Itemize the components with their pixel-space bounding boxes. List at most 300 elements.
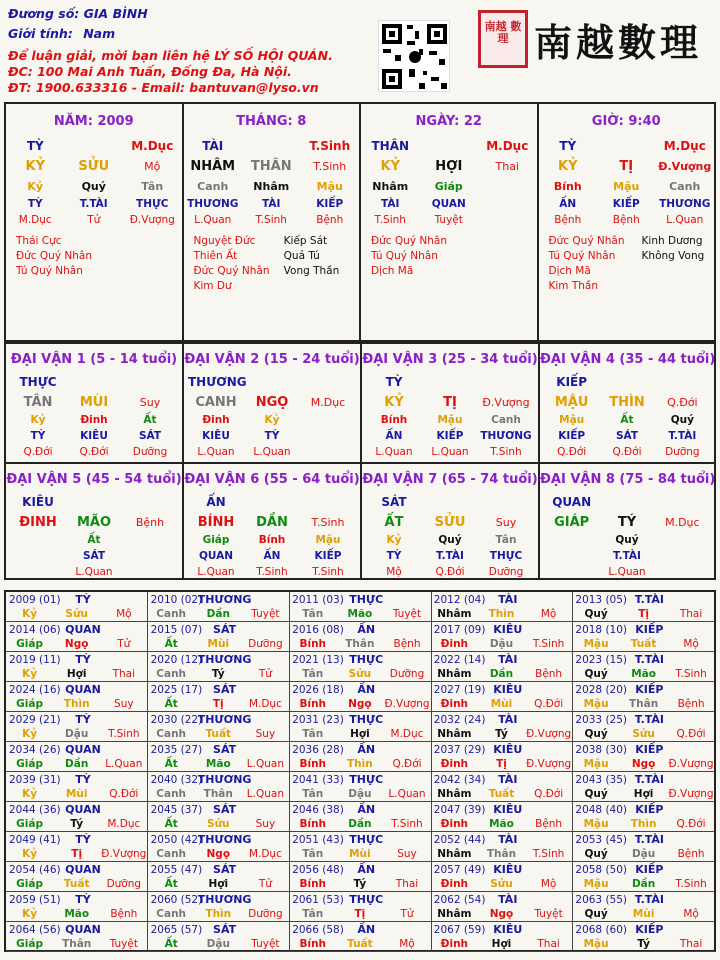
hidden-star: KIẾP <box>436 430 464 442</box>
year-phase: Tuyệt <box>392 608 422 620</box>
year-label: 2066 (58) <box>292 924 344 936</box>
year-stem: Đinh <box>440 698 469 710</box>
hidden-phase: L.Quan <box>75 566 113 578</box>
luck-branch: TÝ <box>617 514 637 530</box>
year-label: 2051 (43) <box>292 834 344 846</box>
year-phase: Dưỡng <box>248 908 283 920</box>
year-star: KIẾP <box>635 863 664 876</box>
year-star: TÀI <box>498 653 518 666</box>
year-label: 2022 (14) <box>433 654 486 666</box>
year-star: SÁT <box>213 623 237 636</box>
year-phase: Tử <box>258 878 272 890</box>
year-phase: Bệnh <box>677 698 705 710</box>
year-stem: Giáp <box>16 878 43 890</box>
year-branch: Dậu <box>65 728 89 740</box>
year-label: 2024 (16) <box>9 684 61 696</box>
year-stem: Ất <box>164 758 178 770</box>
hidden-star: THƯƠNG <box>187 198 239 210</box>
year-cell <box>6 682 148 712</box>
year-phase: L.Quan <box>105 758 143 770</box>
hidden-stem: Mậu <box>613 179 640 193</box>
year-branch: Mùi <box>632 908 655 920</box>
year-cell <box>572 832 714 862</box>
hidden-star: SÁT <box>82 550 106 562</box>
year-star: T.TÀI <box>634 893 665 906</box>
year-phase: Suy <box>114 698 134 710</box>
luck-pillar-title: ĐẠI VẬN 2 (15 - 24 tuổi) <box>184 352 360 367</box>
year-label: 2014 (06) <box>9 624 61 636</box>
year-cell <box>431 622 573 652</box>
luck-stem: ẤT <box>384 514 404 530</box>
year-cell <box>431 712 573 742</box>
year-cell <box>431 862 573 892</box>
year-phase: Thai <box>537 938 560 950</box>
pillar-star: TỲ <box>559 139 577 153</box>
hidden-phase: Q.Đới <box>435 566 465 578</box>
luck-pillar-6 <box>182 462 362 580</box>
year-stem: Kỷ <box>22 848 38 860</box>
year-phase: Bệnh <box>110 908 138 920</box>
year-star: THƯƠNG <box>197 893 252 906</box>
year-phase: T.Sinh <box>675 668 707 680</box>
luck-stem: GIÁP <box>554 514 590 530</box>
hidden-stem: Ất <box>620 414 634 426</box>
hidden-phase: Đ.Vượng <box>129 214 175 226</box>
phone-email-line[interactable]: ĐT: 1900.633316 - Email: bantuvan@lyso.vn <box>8 80 319 95</box>
hidden-star: KIẾP <box>558 430 586 442</box>
year-label: 2018 (10) <box>575 624 628 636</box>
year-star: KIÊU <box>493 683 523 696</box>
year-star: TÀI <box>498 833 518 846</box>
year-stem: Bính <box>299 938 327 950</box>
year-stem: Giáp <box>16 938 43 950</box>
year-stem: Mậu <box>583 878 609 890</box>
year-label: 2048 (40) <box>575 804 628 816</box>
luck-stem: BÍNH <box>197 514 235 530</box>
year-star: THƯƠNG <box>197 593 252 606</box>
year-branch: Hợi <box>491 938 512 950</box>
year-star: THỰC <box>349 893 384 906</box>
year-star: TỲ <box>75 833 91 846</box>
address-line: ĐC: 100 Mai Anh Tuấn, Đống Đa, Hà Nội. <box>8 64 292 79</box>
hidden-star: KIẾP <box>316 198 344 210</box>
year-label: 2043 (35) <box>575 774 628 786</box>
year-label: 2027 (19) <box>433 684 486 696</box>
year-branch: Hợi <box>633 788 654 800</box>
year-phase: L.Quan <box>246 788 284 800</box>
hidden-star: KIẾP <box>612 198 640 210</box>
heavenly-stem: NHÂM <box>190 158 236 174</box>
year-label: 2025 (17) <box>150 684 203 696</box>
year-phase: Bệnh <box>535 668 563 680</box>
year-star: TỲ <box>75 713 91 726</box>
earthly-branch: TỊ <box>619 158 634 174</box>
heavenly-stem: KỶ <box>380 158 400 174</box>
year-cell <box>289 772 431 802</box>
year-label: 2060 (52) <box>150 894 203 906</box>
luck-stem: CANH <box>195 394 237 410</box>
hidden-phase: Dưỡng <box>132 446 168 458</box>
year-cell <box>6 892 148 922</box>
year-phase: Tuyệt <box>109 938 138 950</box>
hidden-star: QUAN <box>198 550 234 562</box>
year-stem: Mậu <box>583 698 609 710</box>
hidden-phase: Q.Đới <box>79 446 109 458</box>
year-cell <box>6 772 148 802</box>
year-stem: Kỷ <box>22 788 38 800</box>
year-stem: Canh <box>156 728 187 740</box>
hidden-stem: Mậu <box>316 179 343 193</box>
year-label: 2049 (41) <box>9 834 61 846</box>
year-cell <box>572 622 714 652</box>
hidden-stem: Kỷ <box>264 414 280 426</box>
hidden-stem: Nhâm <box>372 179 409 193</box>
year-stem: Canh <box>156 608 187 620</box>
year-cell <box>148 922 290 952</box>
year-label: 2040 (32) <box>150 774 203 786</box>
year-label: 2021 (13) <box>292 654 344 666</box>
year-stem: Tân <box>302 788 324 800</box>
earthly-branch: THÂN <box>250 158 292 174</box>
year-star: TỲ <box>75 593 91 606</box>
hidden-star: ẤN <box>263 550 281 562</box>
year-cell <box>572 742 714 772</box>
year-star: ẤN <box>357 923 376 936</box>
qr-code-icon[interactable] <box>378 20 450 92</box>
year-phase: Bệnh <box>535 818 563 830</box>
year-star: KIÊU <box>493 923 523 936</box>
year-stem: Nhâm <box>437 668 472 680</box>
year-stem: Bính <box>299 758 327 770</box>
year-branch: Dần <box>348 818 372 830</box>
year-star: TÀI <box>498 893 518 906</box>
branch-phase: Đ.Vượng <box>658 159 712 173</box>
owner-line: Đương số: GIA BÌNH <box>8 6 148 21</box>
year-phase: Thai <box>395 878 419 890</box>
year-branch: Tý <box>637 938 650 950</box>
luck-star: THƯƠNG <box>188 375 247 389</box>
year-cell <box>572 772 714 802</box>
year-cell <box>289 892 431 922</box>
year-label: 2009 (01) <box>9 594 61 606</box>
hidden-phase: Tuyệt <box>434 214 463 226</box>
year-stem: Quý <box>584 788 608 800</box>
year-cell <box>572 712 714 742</box>
year-cell <box>289 712 431 742</box>
year-label: 2068 (60) <box>575 924 628 936</box>
year-branch: Ngọ <box>631 758 656 770</box>
year-phase: Mộ <box>683 638 699 650</box>
luck-stem: ĐINH <box>19 514 57 530</box>
hidden-phase: T.Sinh <box>374 214 406 226</box>
hidden-phase: T.Sinh <box>255 214 287 226</box>
year-branch: Tuất <box>63 878 90 890</box>
hidden-stem: Canh <box>491 414 521 426</box>
gender-value: Nam <box>83 26 116 41</box>
owner-name: GIA BÌNH <box>83 6 148 21</box>
hidden-phase: Tử <box>87 214 101 226</box>
luck-pillar-7 <box>360 462 540 580</box>
year-phase: M.Dục <box>248 848 282 860</box>
luck-pillar-3 <box>360 342 540 464</box>
year-cell <box>289 682 431 712</box>
year-stem: Giáp <box>16 698 43 710</box>
hidden-phase: Q.Đới <box>23 446 53 458</box>
luck-phase: Suy <box>139 395 161 409</box>
year-label: 2045 (37) <box>150 804 203 816</box>
year-cell <box>148 802 290 832</box>
year-stem: Ất <box>164 938 178 950</box>
hidden-phase: Bệnh <box>554 214 582 226</box>
year-phase: T.Sinh <box>391 818 423 830</box>
year-label: 2041 (33) <box>292 774 344 786</box>
year-star: TÀI <box>498 593 518 606</box>
year-stem: Tân <box>302 608 324 620</box>
year-stem: Bính <box>299 698 327 710</box>
year-label: 2053 (45) <box>575 834 628 846</box>
year-phase: Dưỡng <box>389 668 425 680</box>
four-pillars <box>4 102 716 342</box>
year-phase: Tuyệt <box>534 908 563 920</box>
year-star: QUAN <box>65 623 101 636</box>
year-stem: Giáp <box>16 818 43 830</box>
year-stem: Đinh <box>440 638 469 650</box>
year-phase: L.Quan <box>388 788 426 800</box>
year-star: THƯƠNG <box>197 653 252 666</box>
year-label: 2017 (09) <box>433 624 486 636</box>
year-branch: Tý <box>495 728 508 740</box>
year-cell <box>6 712 148 742</box>
year-phase: Dưỡng <box>248 638 283 650</box>
year-label: 2034 (26) <box>9 744 61 756</box>
year-cell <box>431 892 573 922</box>
spirit-stars-left: Đức Quý Nhân Tú Quý Nhân Dịch Mã Kim Thần <box>548 235 625 292</box>
year-branch: Ngọ <box>348 698 372 710</box>
year-label: 2037 (29) <box>433 744 486 756</box>
hidden-stem: Quý <box>670 414 694 426</box>
year-cell <box>6 622 148 652</box>
year-label: 2013 (05) <box>575 594 628 606</box>
year-star: KIẾP <box>635 923 664 936</box>
year-phase: Suy <box>255 818 276 830</box>
luck-branch: TỊ <box>443 394 457 410</box>
hidden-stem: Bính <box>380 414 408 426</box>
year-stem: Mậu <box>583 938 609 950</box>
year-star: ẤN <box>357 803 376 816</box>
year-cell <box>431 592 573 622</box>
year-branch: Dần <box>631 878 656 890</box>
earthly-branch: SỬU <box>78 158 110 174</box>
annual-pillars-grid <box>4 590 716 952</box>
year-branch: Mão <box>347 608 373 620</box>
year-branch: Sửu <box>207 818 230 830</box>
year-branch: Dần <box>489 668 514 680</box>
hidden-phase: L.Quan <box>666 214 704 226</box>
year-star: TÀI <box>498 773 518 786</box>
year-cell <box>289 592 431 622</box>
year-branch: Tuất <box>630 638 657 650</box>
year-branch: Hợi <box>350 728 370 740</box>
hidden-stem: Mậu <box>437 414 463 426</box>
year-label: 2039 (31) <box>9 774 61 786</box>
year-stem: Bính <box>299 638 327 650</box>
hidden-stem: Ất <box>143 414 157 426</box>
year-label: 2052 (44) <box>433 834 486 846</box>
year-branch: Tị <box>638 608 649 620</box>
hidden-star: SÁT <box>615 430 639 442</box>
year-label: 2010 (02) <box>150 594 203 606</box>
year-cell <box>6 862 148 892</box>
year-star: T.TÀI <box>634 593 665 606</box>
hidden-star: TỲ <box>386 550 402 562</box>
year-phase: Mộ <box>683 908 699 920</box>
year-stem: Nhâm <box>437 788 472 800</box>
year-branch: Hợi <box>66 668 87 680</box>
year-stem: Đinh <box>440 878 469 890</box>
year-cell <box>572 652 714 682</box>
year-phase: Bệnh <box>393 638 421 650</box>
year-phase: Q.Đới <box>534 788 564 800</box>
contact-line: Để luận giải, mời bạn liên hệ LÝ SỐ HỘI QUÁN. <box>8 48 333 63</box>
luck-phase: Suy <box>495 515 517 529</box>
hidden-star: THỰC <box>136 198 169 210</box>
hidden-stem: Bính <box>553 179 582 193</box>
hidden-stem: Quý <box>81 179 106 193</box>
year-label: 2031 (23) <box>292 714 344 726</box>
luck-branch: MÃO <box>76 514 112 530</box>
year-cell <box>431 652 573 682</box>
brand-logo: 南越數理 <box>534 20 703 65</box>
branch-phase: T.Sinh <box>313 159 347 173</box>
hidden-stem: Canh <box>197 179 229 193</box>
year-stem: Mậu <box>583 818 609 830</box>
hidden-phase: L.Quan <box>608 566 646 578</box>
year-branch: Sửu <box>490 878 513 890</box>
year-star: QUAN <box>65 923 101 936</box>
year-label: 2047 (39) <box>433 804 486 816</box>
year-star: THỰC <box>349 653 384 666</box>
year-label: 2058 (50) <box>575 864 628 876</box>
year-stem: Đinh <box>440 758 469 770</box>
year-star: QUAN <box>65 683 101 696</box>
year-star: QUAN <box>65 863 101 876</box>
year-star: SÁT <box>213 803 237 816</box>
year-cell <box>148 592 290 622</box>
year-label: 2057 (49) <box>433 864 486 876</box>
year-branch: Tý <box>353 878 367 890</box>
pillar-phase: M.Dục <box>663 139 706 153</box>
year-cell <box>289 862 431 892</box>
hidden-phase: T.Sinh <box>490 446 522 458</box>
year-star: SÁT <box>213 683 237 696</box>
luck-phase: T.Sinh <box>311 515 345 529</box>
pillar-day <box>361 104 539 340</box>
year-label: 2016 (08) <box>292 624 344 636</box>
year-branch: Thân <box>203 788 233 800</box>
pillar-star: THÂN <box>371 139 410 153</box>
year-cell <box>148 712 290 742</box>
year-branch: Mão <box>489 818 514 830</box>
hidden-stem: Kỷ <box>30 414 46 426</box>
spirit-stars-left: Đức Quý Nhân Tú Quý Nhân Dịch Mã <box>371 235 447 277</box>
spirit-stars-left: Nguyệt Đức Thiên Ất Đức Quý Nhân Kim Dư <box>193 235 270 292</box>
year-label: 2061 (53) <box>292 894 344 906</box>
luck-stem: TÂN <box>23 394 53 410</box>
year-branch: Thân <box>628 698 659 710</box>
heavenly-stem: KỶ <box>25 158 45 174</box>
luck-branch: SỬU <box>434 514 466 530</box>
hidden-star: T.TÀI <box>613 550 641 562</box>
hidden-phase: L.Quan <box>253 446 291 458</box>
hidden-stem: Quý <box>615 534 639 546</box>
year-star: KIÊU <box>493 863 523 876</box>
hidden-stem: Kỷ <box>27 179 44 193</box>
year-label: 2067 (59) <box>433 924 486 936</box>
year-cell <box>148 772 290 802</box>
year-phase: Q.Đới <box>392 758 422 770</box>
year-label: 2023 (15) <box>575 654 628 666</box>
branch-phase: Thai <box>495 159 519 173</box>
luck-phase: M.Dục <box>665 515 700 529</box>
year-stem: Bính <box>299 818 327 830</box>
year-label: 2059 (51) <box>9 894 61 906</box>
hidden-phase: M.Dục <box>18 214 52 226</box>
year-branch: Dần <box>65 758 89 770</box>
hidden-phase: L.Quan <box>194 214 232 226</box>
year-cell <box>572 592 714 622</box>
year-star: THƯƠNG <box>197 833 252 846</box>
luck-stem: MẬU <box>554 394 589 410</box>
year-stem: Tân <box>302 908 324 920</box>
year-label: 2036 (28) <box>292 744 344 756</box>
year-star: KIÊU <box>493 743 523 756</box>
year-stem: Nhâm <box>437 728 472 740</box>
year-branch: Ngọ <box>206 848 231 860</box>
hidden-star: QUAN <box>431 198 466 210</box>
luck-star: KIÊU <box>22 495 54 509</box>
year-star: THỰC <box>349 833 384 846</box>
luck-branch: NGỌ <box>255 394 289 410</box>
year-branch: Mùi <box>349 848 371 860</box>
year-stem: Kỷ <box>22 908 38 920</box>
year-star: ẤN <box>357 623 376 636</box>
year-star: KIÊU <box>493 623 523 636</box>
year-label: 2062 (54) <box>433 894 486 906</box>
year-cell <box>289 922 431 952</box>
year-branch: Ngọ <box>489 908 514 920</box>
year-cell <box>148 682 290 712</box>
pillar-star: TỲ <box>26 139 44 153</box>
year-cell <box>148 622 290 652</box>
luck-pillar-8 <box>538 462 716 580</box>
year-phase: Mộ <box>540 608 557 620</box>
luck-pillar-4 <box>538 342 716 464</box>
luck-pillar-title: ĐẠI VẬN 8 (75 - 84 tuổi) <box>540 472 716 487</box>
year-cell <box>148 892 290 922</box>
year-stem: Bính <box>299 878 327 890</box>
year-star: KIẾP <box>635 683 664 696</box>
pillar-star: TÀI <box>202 139 224 153</box>
hidden-stem: Tân <box>495 534 517 546</box>
year-stem: Nhâm <box>437 608 472 620</box>
hidden-star: ẤN <box>559 198 577 210</box>
pillar-title: NGÀY: 22 <box>415 114 482 129</box>
year-branch: Thân <box>345 638 375 650</box>
hidden-star: THỰC <box>489 550 523 562</box>
year-star: ẤN <box>357 683 376 696</box>
year-stem: Ất <box>164 638 178 650</box>
year-branch: Dần <box>206 608 230 620</box>
